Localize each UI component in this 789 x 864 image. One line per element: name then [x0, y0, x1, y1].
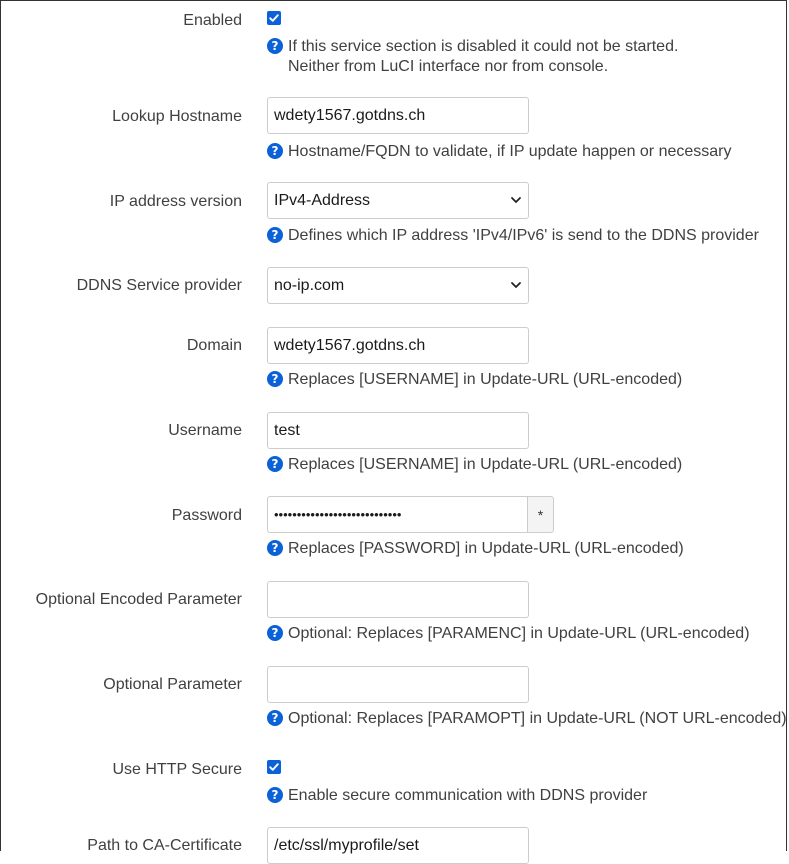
question-circle-icon: ? — [267, 227, 283, 243]
username-help-text: Replaces [USERNAME] in Update-URL (URL-encoded) — [288, 456, 683, 473]
lookup-hostname-label: Lookup Hostname — [112, 108, 242, 125]
lookup-hostname-help-text: Hostname/FQDN to validate, if IP update happen or necessary — [288, 143, 732, 160]
optional-param-input[interactable] — [267, 666, 529, 703]
question-circle-icon: ? — [267, 456, 283, 472]
question-circle-icon: ? — [267, 787, 283, 803]
ip-version-select[interactable] — [267, 182, 529, 219]
optional-encoded-field — [267, 581, 529, 618]
question-circle-icon: ? — [267, 38, 283, 54]
use-https-help-text: Enable secure communication with DDNS provider — [288, 787, 648, 804]
domain-field — [267, 327, 529, 364]
ca-cert-field — [267, 827, 529, 864]
question-circle-icon: ? — [267, 143, 283, 159]
question-circle-icon: ? — [267, 540, 283, 556]
optional-param-help-text: Optional: Replaces [PARAMOPT] in Update-URL (NOT URL-encoded) — [288, 710, 787, 727]
checkmark-icon — [268, 12, 280, 24]
ip-version-field — [267, 182, 529, 219]
username-label: Username — [168, 422, 242, 439]
optional-param-field — [267, 666, 529, 703]
chevron-down-icon — [510, 279, 522, 291]
password-input[interactable]: •••••••••••••••••••••••••••• — [267, 496, 527, 533]
password-label: Password — [171, 507, 242, 524]
use-https-label: Use HTTP Secure — [112, 761, 242, 778]
question-circle-icon: ? — [267, 625, 283, 641]
service-provider-field — [267, 267, 529, 304]
domain-input[interactable] — [267, 327, 529, 364]
lookup-hostname-input[interactable] — [267, 97, 529, 134]
optional-param-help — [267, 709, 789, 729]
enabled-help-line2: Neither from LuCI interface nor from console. — [288, 58, 609, 75]
checkmark-icon — [268, 761, 280, 773]
username-input[interactable] — [267, 412, 529, 449]
username-field — [267, 412, 529, 449]
optional-encoded-label: Optional Encoded Parameter — [35, 591, 242, 608]
domain-label: Domain — [186, 337, 242, 354]
domain-help-text: Replaces [USERNAME] in Update-URL (URL-encoded) — [288, 371, 683, 388]
ip-version-help-text: Defines which IP address 'IPv4/IPv6' is send to the DDNS provider — [288, 227, 759, 244]
password-field — [267, 496, 554, 533]
question-circle-icon: ? — [267, 710, 283, 726]
service-provider-select[interactable] — [267, 267, 529, 304]
optional-encoded-input[interactable] — [267, 581, 529, 618]
optional-encoded-help-text: Optional: Replaces [PARAMENC] in Update-URL (URL-encoded) — [288, 625, 750, 642]
ip-version-label: IP address version — [109, 193, 242, 210]
optional-param-label: Optional Parameter — [103, 676, 242, 693]
enabled-checkbox[interactable] — [267, 11, 281, 25]
enabled-help-line1: If this service section is disabled it could not be started. — [288, 38, 679, 55]
chevron-down-icon — [510, 194, 522, 206]
password-help-text: Replaces [PASSWORD] in Update-URL (URL-encoded) — [288, 540, 684, 557]
password-input-group — [267, 496, 554, 533]
use-https-checkbox[interactable] — [267, 760, 281, 774]
ca-cert-label: Path to CA-Certificate — [87, 837, 242, 854]
question-circle-icon: ? — [267, 371, 283, 387]
enabled-label: Enabled — [183, 12, 242, 29]
password-reveal-button[interactable]: * — [527, 496, 554, 533]
lookup-hostname-field — [267, 97, 529, 134]
service-provider-label: DDNS Service provider — [76, 277, 242, 294]
service-provider-selected-value: no-ip.com — [274, 277, 345, 294]
ip-version-selected-value: IPv4-Address — [274, 192, 371, 209]
ca-cert-input[interactable] — [267, 827, 529, 864]
